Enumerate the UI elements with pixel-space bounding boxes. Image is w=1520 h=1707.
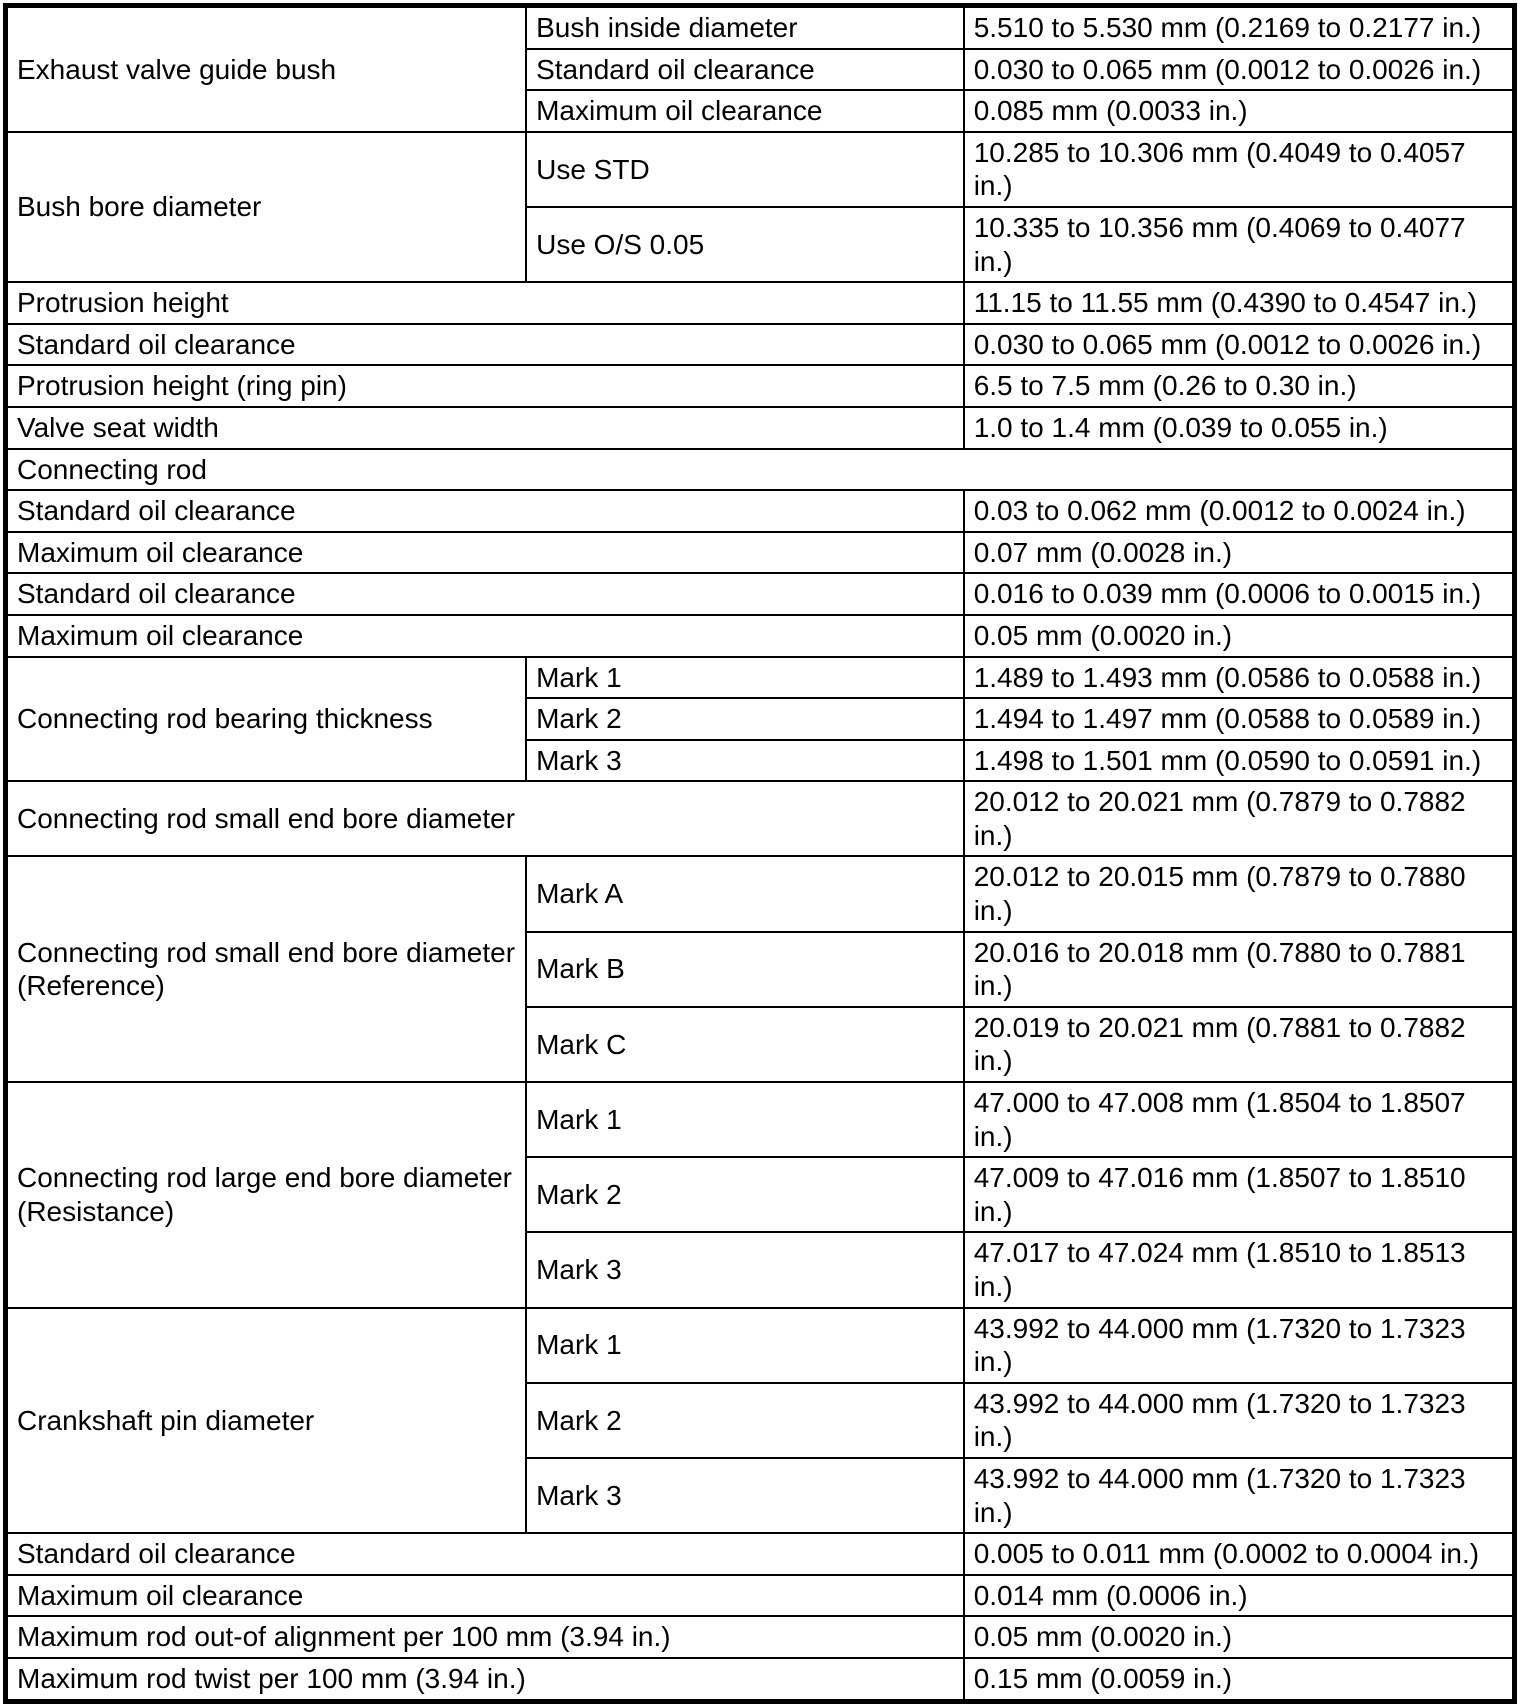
table-row [6, 490, 1515, 532]
spec-label-cell: Bush bore diameter [6, 132, 527, 282]
spec-label-cell: Maximum rod twist per 100 mm (3.94 in.) [6, 1658, 964, 1701]
spec-value-cell: 47.009 to 47.016 mm (1.8507 to 1.8510 in.) [964, 1157, 1515, 1232]
spec-label-cell: Maximum oil clearance [6, 1575, 964, 1617]
spec-value-cell: 0.005 to 0.011 mm (0.0002 to 0.0004 in.) [964, 1533, 1515, 1575]
spec-label-cell: Maximum oil clearance [6, 615, 964, 657]
spec-value-cell: 5.510 to 5.530 mm (0.2169 to 0.2177 in.) [964, 6, 1515, 49]
spec-sublabel-cell: Mark C [526, 1007, 964, 1082]
table-row [6, 532, 1515, 574]
spec-value-cell: 47.017 to 47.024 mm (1.8510 to 1.8513 in.) [964, 1232, 1515, 1307]
spec-value-cell: 0.016 to 0.039 mm (0.0006 to 0.0015 in.) [964, 573, 1515, 615]
spec-value-cell: 20.019 to 20.021 mm (0.7881 to 0.7882 in.) [964, 1007, 1515, 1082]
spec-sublabel-cell: Mark 1 [526, 1082, 964, 1157]
spec-sublabel-cell: Mark 3 [526, 1458, 964, 1533]
spec-sublabel-cell: Mark 2 [526, 1157, 964, 1232]
table-row [6, 132, 1515, 207]
table-row [6, 1616, 1515, 1658]
spec-value-cell: 0.15 mm (0.0059 in.) [964, 1658, 1515, 1701]
spec-label-cell: Connecting rod bearing thickness [6, 657, 527, 782]
table-row [6, 324, 1515, 366]
spec-value-cell: 1.0 to 1.4 mm (0.039 to 0.055 in.) [964, 407, 1515, 449]
spec-sublabel-cell: Use STD [526, 132, 964, 207]
table-row [6, 657, 1515, 699]
table-row [6, 781, 1515, 856]
spec-sublabel-cell: Mark 1 [526, 657, 964, 699]
table-row [6, 1308, 1515, 1383]
spec-label-cell: Crankshaft pin diameter [6, 1308, 527, 1534]
specifications-table-body [6, 6, 1515, 1702]
spec-value-cell: 0.014 mm (0.0006 in.) [964, 1575, 1515, 1617]
spec-sublabel-cell: Mark 2 [526, 698, 964, 740]
spec-value-cell: 1.498 to 1.501 mm (0.0590 to 0.0591 in.) [964, 740, 1515, 782]
spec-value-cell: 11.15 to 11.55 mm (0.4390 to 0.4547 in.) [964, 282, 1515, 324]
table-row [6, 365, 1515, 407]
spec-sublabel-cell: Standard oil clearance [526, 49, 964, 91]
spec-label-cell: Maximum rod out-of alignment per 100 mm (3.94 in.) [6, 1616, 964, 1658]
spec-label-cell: Connecting rod small end bore diameter (Reference) [6, 856, 527, 1082]
spec-value-cell: 10.285 to 10.306 mm (0.4049 to 0.4057 in.) [964, 132, 1515, 207]
spec-label-cell: Standard oil clearance [6, 490, 964, 532]
spec-value-cell: 0.05 mm (0.0020 in.) [964, 615, 1515, 657]
spec-value-cell: 10.335 to 10.356 mm (0.4069 to 0.4077 in.) [964, 207, 1515, 282]
spec-label-cell: Valve seat width [6, 407, 964, 449]
spec-value-cell: 0.03 to 0.062 mm (0.0012 to 0.0024 in.) [964, 490, 1515, 532]
table-row [6, 1082, 1515, 1157]
spec-value-cell: 0.085 mm (0.0033 in.) [964, 90, 1515, 132]
spec-value-cell: 43.992 to 44.000 mm (1.7320 to 1.7323 in.) [964, 1458, 1515, 1533]
spec-value-cell: 0.030 to 0.065 mm (0.0012 to 0.0026 in.) [964, 324, 1515, 366]
spec-value-cell: 20.012 to 20.015 mm (0.7879 to 0.7880 in.) [964, 856, 1515, 931]
spec-value-cell: 43.992 to 44.000 mm (1.7320 to 1.7323 in.) [964, 1308, 1515, 1383]
spec-sublabel-cell: Bush inside diameter [526, 6, 964, 49]
spec-sublabel-cell: Mark 3 [526, 740, 964, 782]
spec-value-cell: 43.992 to 44.000 mm (1.7320 to 1.7323 in.) [964, 1383, 1515, 1458]
spec-value-cell: 0.05 mm (0.0020 in.) [964, 1616, 1515, 1658]
spec-sublabel-cell: Maximum oil clearance [526, 90, 964, 132]
table-row [6, 573, 1515, 615]
spec-label-cell: Standard oil clearance [6, 324, 964, 366]
section-header-cell: Connecting rod [6, 449, 1515, 491]
table-row [6, 615, 1515, 657]
spec-value-cell: 0.07 mm (0.0028 in.) [964, 532, 1515, 574]
spec-value-cell: 1.494 to 1.497 mm (0.0588 to 0.0589 in.) [964, 698, 1515, 740]
spec-value-cell: 20.012 to 20.021 mm (0.7879 to 0.7882 in.) [964, 781, 1515, 856]
spec-label-cell: Protrusion height [6, 282, 964, 324]
table-row [6, 407, 1515, 449]
table-row [6, 1533, 1515, 1575]
spec-sublabel-cell: Mark B [526, 932, 964, 1007]
spec-label-cell: Standard oil clearance [6, 1533, 964, 1575]
spec-label-cell: Protrusion height (ring pin) [6, 365, 964, 407]
spec-sublabel-cell: Mark 1 [526, 1308, 964, 1383]
spec-sublabel-cell: Use O/S 0.05 [526, 207, 964, 282]
table-row [6, 282, 1515, 324]
spec-label-cell: Connecting rod large end bore diameter (Resistance) [6, 1082, 527, 1308]
spec-label-cell: Standard oil clearance [6, 573, 964, 615]
table-row [6, 1575, 1515, 1617]
spec-sublabel-cell: Mark 3 [526, 1232, 964, 1307]
spec-sublabel-cell: Mark A [526, 856, 964, 931]
specifications-table [3, 3, 1517, 1704]
spec-value-cell: 47.000 to 47.008 mm (1.8504 to 1.8507 in.) [964, 1082, 1515, 1157]
table-row [6, 856, 1515, 931]
spec-label-cell: Connecting rod small end bore diameter [6, 781, 964, 856]
table-row [6, 449, 1515, 491]
table-row [6, 6, 1515, 49]
spec-label-cell: Exhaust valve guide bush [6, 6, 527, 132]
spec-value-cell: 20.016 to 20.018 mm (0.7880 to 0.7881 in.) [964, 932, 1515, 1007]
spec-value-cell: 1.489 to 1.493 mm (0.0586 to 0.0588 in.) [964, 657, 1515, 699]
spec-sublabel-cell: Mark 2 [526, 1383, 964, 1458]
spec-value-cell: 6.5 to 7.5 mm (0.26 to 0.30 in.) [964, 365, 1515, 407]
table-row [6, 1658, 1515, 1701]
spec-value-cell: 0.030 to 0.065 mm (0.0012 to 0.0026 in.) [964, 49, 1515, 91]
spec-label-cell: Maximum oil clearance [6, 532, 964, 574]
